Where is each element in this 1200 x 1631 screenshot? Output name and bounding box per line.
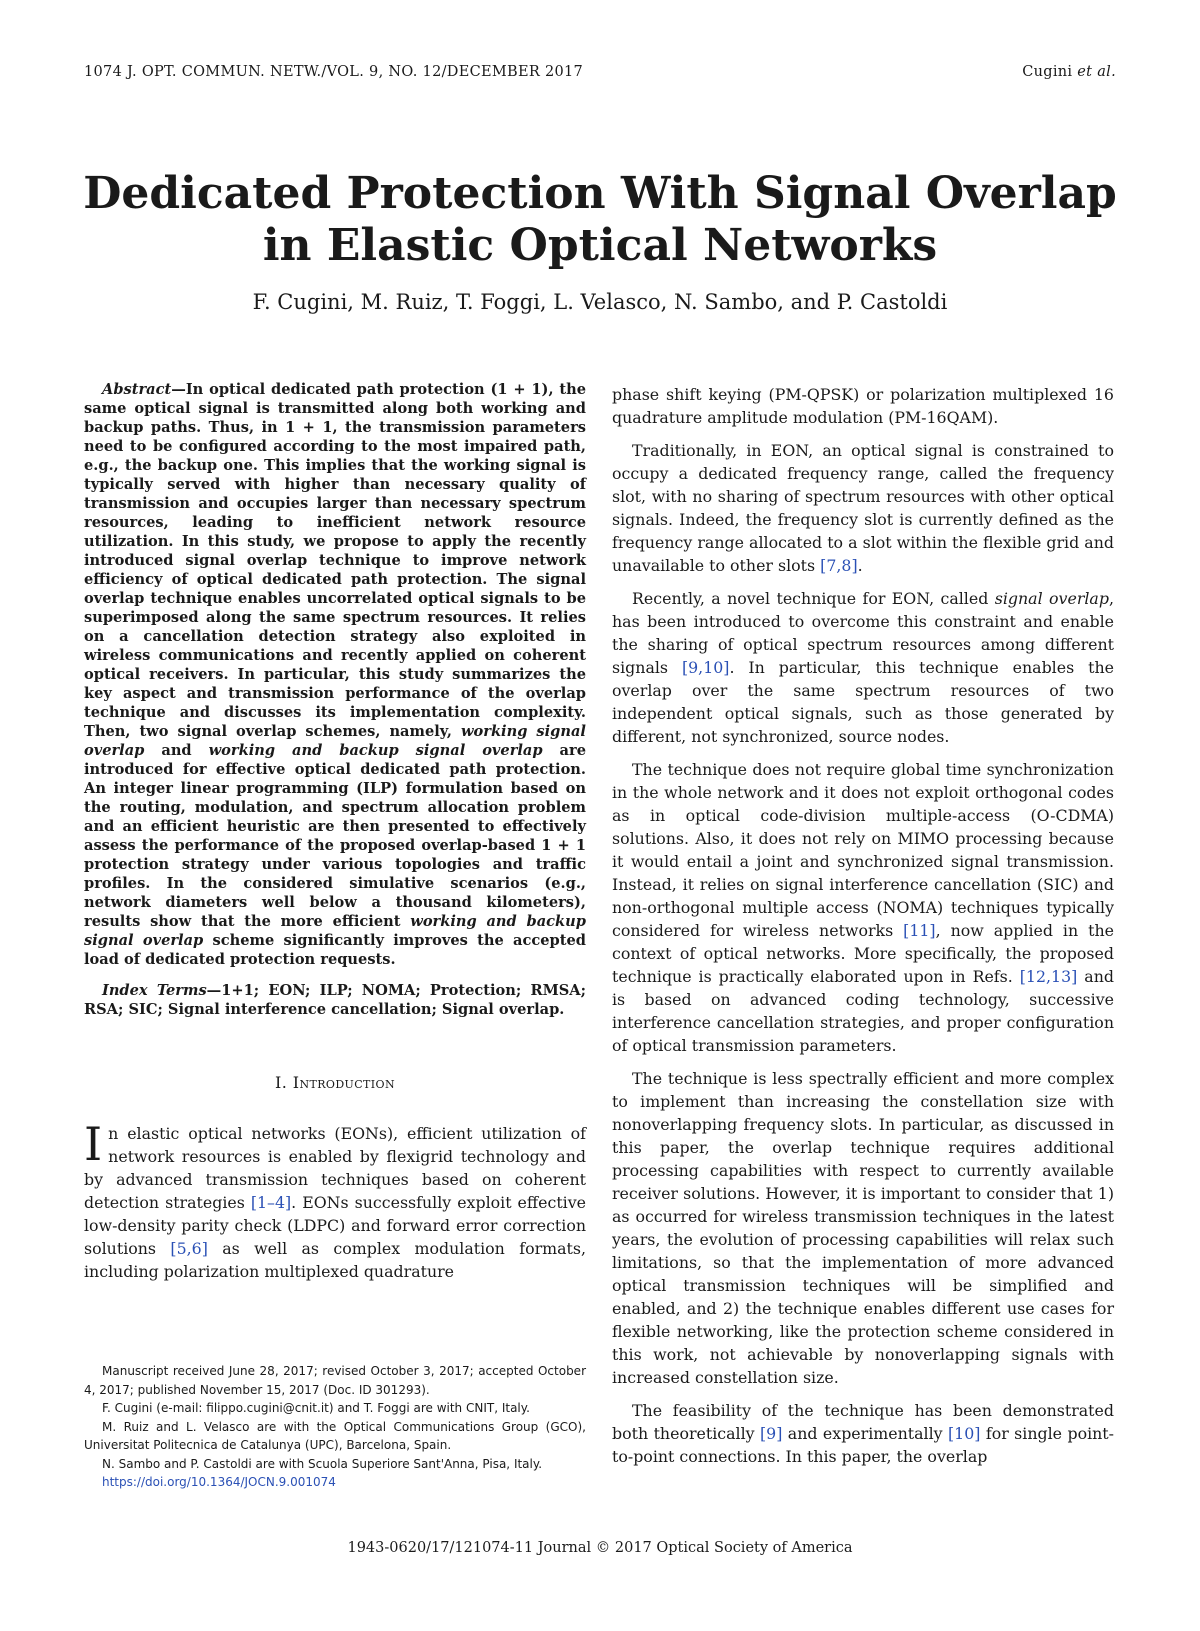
running-header-left: 1074 J. OPT. COMMUN. NETW./VOL. 9, NO. 12/DECEMBER 2017 bbox=[84, 64, 584, 80]
title-line-2: in Elastic Optical Networks bbox=[262, 220, 938, 271]
citation-link[interactable]: [9,10] bbox=[681, 658, 730, 677]
citation-link[interactable]: [12,13] bbox=[1019, 967, 1078, 986]
index-terms-label: Index Terms bbox=[102, 982, 207, 999]
paragraph-technique bbox=[612, 758, 1114, 1057]
paragraph-frequency-slot bbox=[612, 439, 1114, 577]
abstract-text-2: and bbox=[144, 742, 209, 759]
intro-text-2: . EONs successfully exploit effective low-density parity check (LDPC) and forward error correction solutions bbox=[84, 1193, 586, 1258]
left-column bbox=[84, 380, 586, 1283]
p2-text-2: . bbox=[857, 556, 863, 575]
index-terms-text: —1+1; EON; ILP; NOMA; Protection; RMSA; RSA; SIC; Signal interference cancellation; Signal overlap. bbox=[84, 982, 587, 1018]
paper-title bbox=[0, 168, 1200, 272]
p3-text-2: , has been introduced to overcome this constraint and enable the sharing of optical spectrum resources among different signals bbox=[612, 589, 1114, 677]
footnotes bbox=[84, 1362, 586, 1492]
p3-text-3: . In particular, this technique enables the overlap over the same spectrum resources of two independent optical signals, such as those generated by different, not synchronized, source nodes. bbox=[612, 658, 1114, 746]
p4-text-2: , now applied in the context of optical networks. More specifically, the proposed technique is practically elaborated upon in Refs. bbox=[612, 921, 1114, 986]
header-et-al: et al. bbox=[1077, 64, 1116, 80]
paragraph-signal-overlap bbox=[612, 587, 1114, 748]
header-author: Cugini bbox=[1022, 64, 1073, 80]
intro-text-3: as well as complex modulation formats, including polarization multiplexed quadrature bbox=[84, 1239, 587, 1281]
intro-text-1: n elastic optical networks (EONs), efficient utilization of network resources is enabled by flexigrid technology and by advanced transmission techniques based on coherent detection strategies bbox=[84, 1124, 586, 1212]
citation-link[interactable]: [7,8] bbox=[820, 556, 858, 575]
section-title: Introduction bbox=[292, 1073, 395, 1092]
citation-link[interactable]: [10] bbox=[947, 1424, 981, 1443]
footnote-sambo: N. Sambo and P. Castoldi are with Scuola Superiore Sant'Anna, Pisa, Italy. bbox=[102, 1456, 543, 1471]
index-terms bbox=[84, 981, 586, 1019]
right-column bbox=[612, 383, 1114, 1478]
section-heading bbox=[84, 1073, 586, 1092]
abstract-term-1: working signal overlap bbox=[84, 723, 586, 759]
citation-link[interactable]: [5,6] bbox=[170, 1239, 208, 1258]
paragraph-feasibility bbox=[612, 1399, 1114, 1468]
p3-italic-term: signal overlap bbox=[994, 589, 1109, 608]
drop-cap: I bbox=[84, 1117, 103, 1171]
running-header-right bbox=[1022, 64, 1116, 80]
abstract-text-3: are introduced for effective optical dedicated path protection. An integer linear programming (ILP) formulation based on the routing, modulation, and spectrum allocation problem and an efficient heuristic are then presented to effectively assess the performance of the proposed overlap-based 1 + 1 protection strategy under various topologies and traffic profiles. In the considered simulative scenarios (e.g., network diameters well below a thousand kilometers), results show that the more efficient bbox=[84, 742, 586, 930]
p2-text-1: Traditionally, in EON, an optical signal is constrained to occupy a dedicated frequency range, called the frequency slot, with no sharing of spectrum resources with other optical signals. Indeed, the frequency slot is currently defined as the frequency range allocated to a slot within the flexible grid and unavailable to other slots bbox=[612, 441, 1114, 575]
citation-link[interactable]: [1–4] bbox=[250, 1193, 292, 1212]
section-number: I. bbox=[275, 1073, 288, 1092]
intro-paragraph bbox=[84, 1117, 587, 1283]
author-list: F. Cugini, M. Ruiz, T. Foggi, L. Velasco, N. Sambo, and P. Castoldi bbox=[252, 290, 948, 314]
p3-text-1: Recently, a novel technique for EON, called bbox=[632, 589, 995, 608]
citation-link[interactable]: [11] bbox=[903, 921, 936, 940]
p4-text-3: and is based on advanced coding technology, successive interference cancellation strategies, and proper configuration of optical transmission parameters. bbox=[612, 967, 1114, 1055]
p4-text-1: The technique does not require global time synchronization in the whole network and it does not exploit orthogonal codes as in optical code-division multiple-access (O-CDMA) solutions. Also, it does not rely on MIMO processing because it would entail a joint and synchronized signal transmission. Instead, it relies on signal interference cancellation (SIC) and non-orthogonal multiple access (NOMA) techniques typically considered for wireless networks bbox=[612, 760, 1114, 940]
p6-text-3: for single point-to-point connections. In this paper, the overlap bbox=[612, 1424, 1114, 1466]
abstract-term-3: working and backup signal overlap bbox=[84, 913, 586, 949]
title-line-1: Dedicated Protection With Signal Overlap bbox=[83, 168, 1117, 219]
abstract-term-2: working and backup signal overlap bbox=[208, 742, 543, 759]
paragraph-efficiency: The technique is less spectrally efficient and more complex to implement than increasing the constellation size with nonoverlapping frequency slots. In particular, as discussed in this paper, the overlap technique requires additional processing capabilities with respect to currently available receiver solutions. However, it is important to consider that 1) as occurred for wireless transmission techniques in the latest years, the evolution of processing capabilities will relax such limitations, so that the implementation of more advanced optical transmission techniques will be simplified and enabled, and 2) the technique enables different use cases for flexible networking, like the protection scheme considered in this work, not achievable by nonoverlapping signals with increased constellation size. bbox=[612, 1069, 1114, 1387]
page-footer: 1943-0620/17/121074-11 Journal © 2017 Optical Society of America bbox=[347, 1540, 853, 1556]
abstract-text-1: —In optical dedicated path protection (1 + 1), the same optical signal is transmitted along both working and backup paths. Thus, in 1 + 1, the transmission parameters need to be configured according to the most impaired path, e.g., the backup one. This implies that the working signal is typically served with higher than necessary quality of transmission and occupies larger than necessary spectrum resources, leading to inefficient network resource utilization. In this study, we propose to apply the recently introduced signal overlap technique to improve network efficiency of optical dedicated path protection. The signal overlap technique enables uncorrelated optical signals to be superimposed along the same spectrum resources. It relies on a cancellation detection strategy also exploited in wireless communications and recently applied on coherent optical receivers. In particular, this study summarizes the key aspect and transmission performance of the overlap technique and discusses its implementation complexity. Then, two signal overlap schemes, namely, bbox=[84, 381, 586, 740]
paragraph-continued: phase shift keying (PM-QPSK) or polarization multiplexed 16 quadrature amplitude modulation (PM-16QAM). bbox=[612, 385, 1114, 427]
footnote-manuscript: Manuscript received June 28, 2017; revised October 3, 2017; accepted October 4, 2017; published November 15, 2017 (Doc. ID 301293). bbox=[84, 1364, 586, 1397]
p6-text-1: The feasibility of the technique has been demonstrated both theoretically bbox=[612, 1401, 1114, 1443]
abstract-label: Abstract bbox=[102, 381, 172, 398]
abstract-text-4: scheme significantly improves the accepted load of dedicated protection requests. bbox=[84, 932, 586, 968]
footnote-cugini: F. Cugini (e-mail: filippo.cugini@cnit.it) and T. Foggi are with CNIT, Italy. bbox=[102, 1401, 530, 1415]
p6-text-2: and experimentally bbox=[782, 1424, 948, 1443]
citation-link[interactable]: [9] bbox=[759, 1424, 783, 1443]
abstract bbox=[84, 380, 586, 969]
footnote-ruiz: M. Ruiz and L. Velasco are with the Optical Communications Group (GCO), Universitat Politecnica de Catalunya (UPC), Barcelona, Spain. bbox=[84, 1419, 586, 1452]
doi-link[interactable]: https://doi.org/10.1364/JOCN.9.001074 bbox=[102, 1475, 336, 1489]
